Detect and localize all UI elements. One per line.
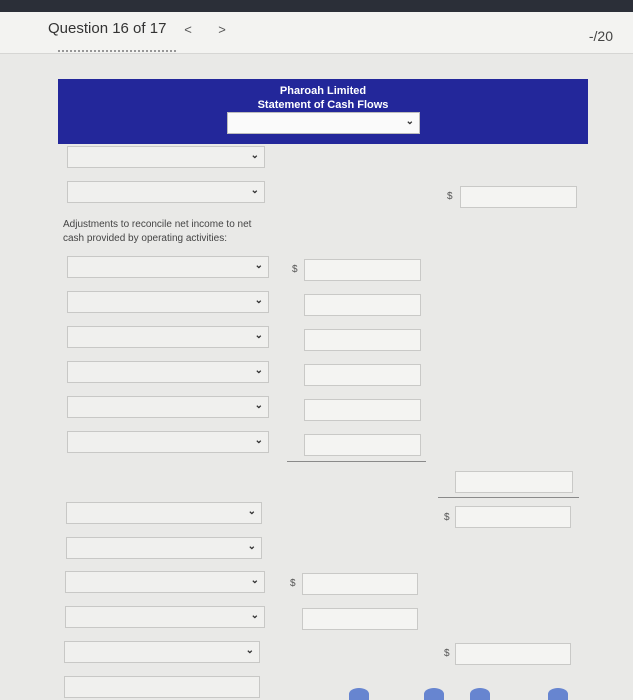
adjustment-input-5[interactable] bbox=[304, 399, 421, 421]
adjustment-select-4[interactable] bbox=[67, 361, 269, 383]
section-select-1[interactable] bbox=[66, 502, 262, 524]
next-question-button[interactable]: > bbox=[218, 22, 226, 37]
glare-blob bbox=[470, 688, 490, 700]
chevron-down-icon: ⌄ bbox=[254, 330, 263, 341]
operating-total-input[interactable] bbox=[455, 506, 571, 528]
chevron-down-icon: ⌄ bbox=[254, 435, 263, 446]
adjustment-select-5[interactable] bbox=[67, 396, 269, 418]
section-total-input[interactable] bbox=[455, 643, 571, 665]
investing-input-1[interactable] bbox=[302, 573, 418, 595]
chevron-down-icon: ⌄ bbox=[405, 116, 414, 127]
total-rule bbox=[438, 497, 579, 498]
subtotal-rule bbox=[287, 461, 426, 462]
chevron-down-icon: ⌄ bbox=[245, 645, 254, 656]
chevron-down-icon: ⌄ bbox=[250, 610, 259, 621]
currency-symbol: $ bbox=[290, 578, 296, 589]
net-income-input[interactable] bbox=[460, 186, 577, 208]
currency-symbol: $ bbox=[447, 191, 453, 202]
adjustment-input-1[interactable] bbox=[304, 259, 421, 281]
section-select-3[interactable] bbox=[65, 571, 265, 593]
adjustment-input-6[interactable] bbox=[304, 434, 421, 456]
glare-blob bbox=[548, 688, 568, 700]
chevron-down-icon: ⌄ bbox=[254, 260, 263, 271]
handwritten-mark bbox=[58, 50, 176, 55]
browser-top-bar bbox=[0, 0, 633, 12]
adjustment-select-6[interactable] bbox=[67, 431, 269, 453]
currency-symbol: $ bbox=[444, 648, 450, 659]
currency-symbol: $ bbox=[444, 512, 450, 523]
company-name: Pharoah Limited bbox=[279, 85, 367, 97]
section-select-4[interactable] bbox=[65, 606, 265, 628]
statement-banner bbox=[58, 79, 588, 144]
section-select-2[interactable] bbox=[66, 537, 262, 559]
adjustment-select-3[interactable] bbox=[67, 326, 269, 348]
chevron-down-icon: ⌄ bbox=[247, 541, 256, 552]
adjustment-select-1[interactable] bbox=[67, 256, 269, 278]
section-select-5[interactable] bbox=[64, 641, 260, 663]
investing-input-2[interactable] bbox=[302, 608, 418, 630]
adjustments-total-input[interactable] bbox=[455, 471, 573, 493]
question-header bbox=[0, 12, 633, 54]
question-counter: Question 16 of 17 bbox=[48, 20, 167, 37]
previous-question-button[interactable]: < bbox=[184, 22, 192, 37]
chevron-down-icon: ⌄ bbox=[250, 185, 259, 196]
chevron-down-icon: ⌄ bbox=[250, 150, 259, 161]
chevron-down-icon: ⌄ bbox=[254, 295, 263, 306]
line-item-select-1[interactable] bbox=[67, 146, 265, 168]
chevron-down-icon: ⌄ bbox=[254, 400, 263, 411]
currency-symbol: $ bbox=[292, 264, 298, 275]
adjustment-input-2[interactable] bbox=[304, 294, 421, 316]
statement-title: Statement of Cash Flows bbox=[257, 99, 389, 111]
score-display: -/20 bbox=[588, 28, 613, 44]
period-select[interactable] bbox=[227, 112, 420, 134]
adjustment-input-3[interactable] bbox=[304, 329, 421, 351]
adjustment-select-2[interactable] bbox=[67, 291, 269, 313]
adjustments-label: Adjustments to reconcile net income to net cash provided by operating activities: bbox=[63, 219, 252, 244]
glare-blob bbox=[349, 688, 369, 700]
chevron-down-icon: ⌄ bbox=[247, 506, 256, 517]
line-item-select-2[interactable] bbox=[67, 181, 265, 203]
adjustment-input-4[interactable] bbox=[304, 364, 421, 386]
glare-blob bbox=[424, 688, 444, 700]
chevron-down-icon: ⌄ bbox=[250, 575, 259, 586]
section-select-6[interactable] bbox=[64, 676, 260, 698]
chevron-down-icon: ⌄ bbox=[254, 365, 263, 376]
